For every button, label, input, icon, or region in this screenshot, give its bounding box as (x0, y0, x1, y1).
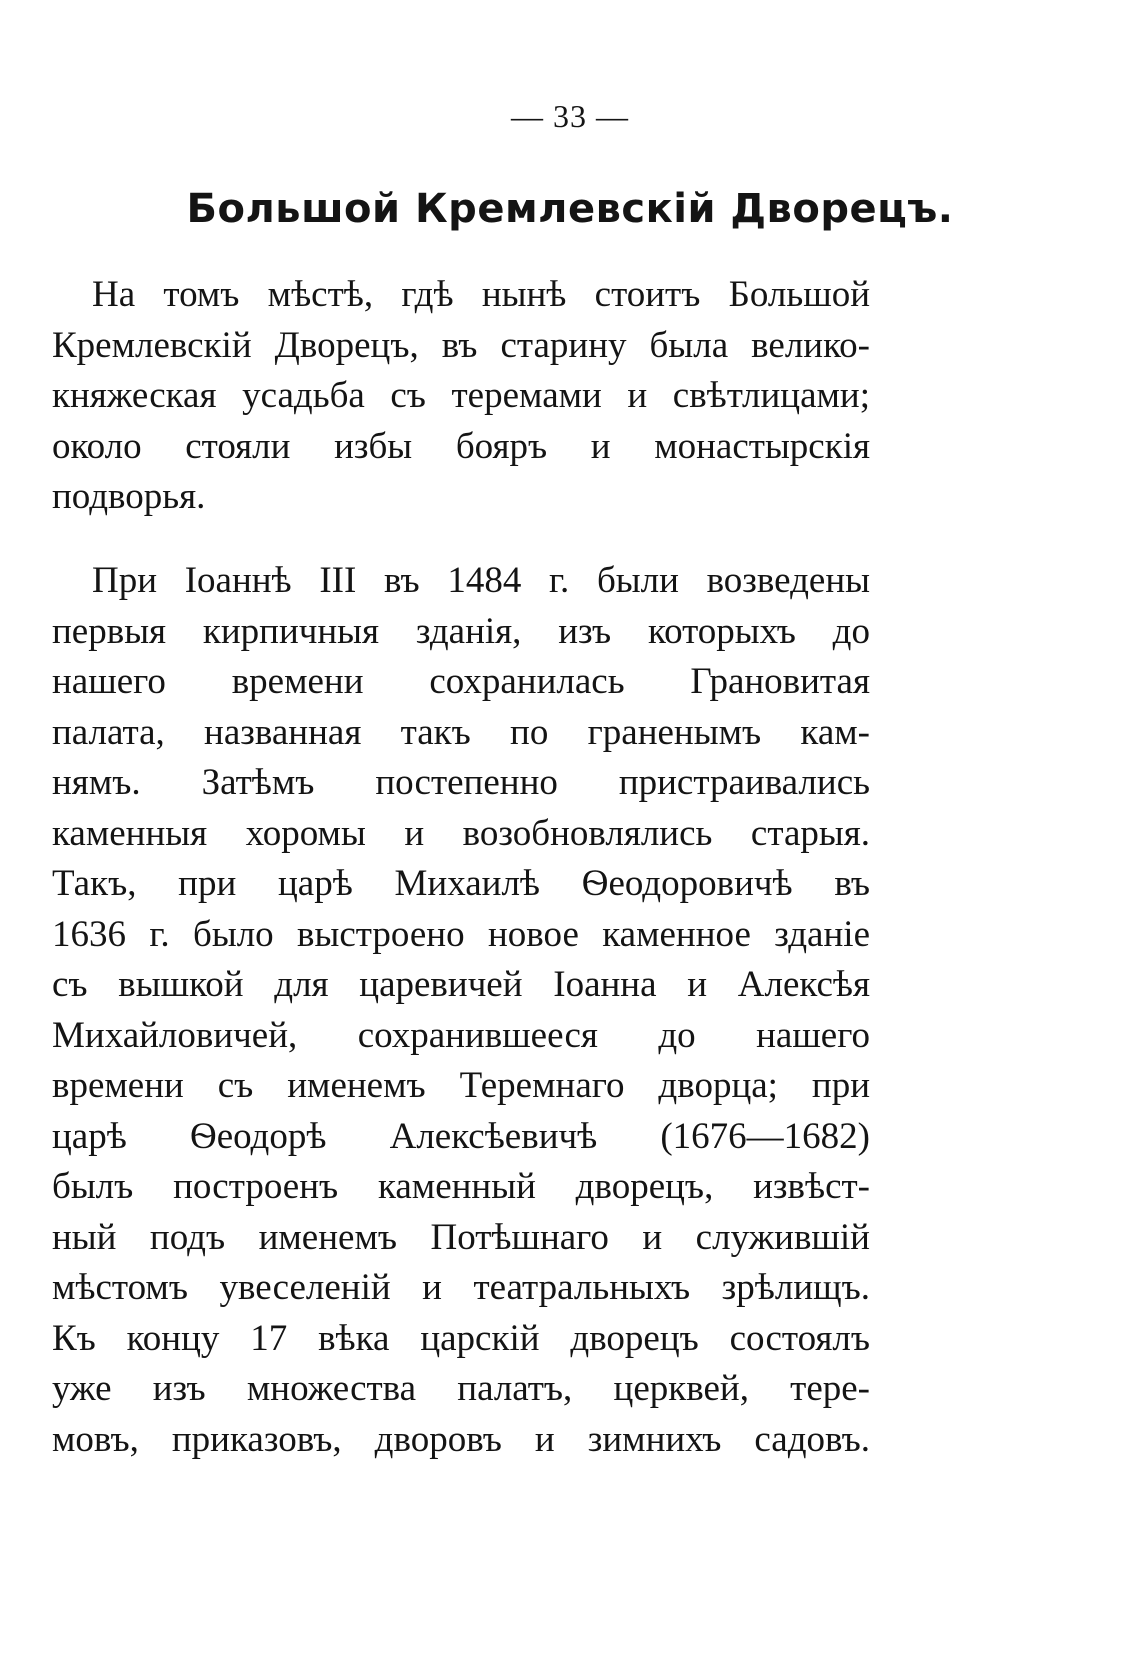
text-line: ный подъ именемъ Потѣшнаго и служившій (52, 1216, 870, 1258)
text-line: На томъ мѣстѣ, гдѣ нынѣ стоитъ Большой (92, 274, 870, 315)
text-line: палата, названная такъ по граненымъ кам- (52, 711, 870, 753)
text-line: времени съ именемъ Теремнаго дворца; при (52, 1065, 870, 1106)
text-line: первыя кирпичныя зданія, изъ которыхъ до (52, 610, 870, 652)
text-line: Кремлевскій Дворецъ, въ старину была велико- (52, 324, 870, 366)
text-line: съ вышкой для царевичей Іоанна и Алексѣя (52, 964, 870, 1005)
text-line: уже изъ множества палатъ, церквей, тере- (52, 1368, 870, 1409)
paragraph (52, 270, 870, 523)
text-line: подворья. (52, 476, 206, 517)
text-line: мовъ, приказовъ, дворовъ и зимнихъ садовъ. (52, 1418, 870, 1460)
text-line: нашего времени сохранилась Грановитая (52, 661, 870, 702)
text-line: При Іоаннѣ III въ 1484 г. были возведены (92, 560, 870, 601)
text-line: мѣстомъ увеселеній и театральныхъ зрѣлищъ. (52, 1267, 870, 1308)
text-line: 1636 г. было выстроено новое каменное зданіе (52, 913, 870, 955)
paragraph (52, 556, 870, 1465)
text-line: каменныя хоромы и возобновлялись старыя. (52, 812, 870, 854)
section-title: Большой Кремлевскій Дворецъ. (186, 186, 954, 232)
text-line: Михайловичей, сохранившееся до нашего (52, 1014, 870, 1056)
text-line: княжеская усадьба съ теремами и свѣтлицами; (52, 375, 870, 416)
page-number: — 33 — (511, 98, 629, 134)
text-line: около стояли избы бояръ и монастырскія (52, 425, 870, 467)
text-line: былъ построенъ каменный дворецъ, извѣст- (52, 1166, 870, 1207)
text-line: Такъ, при царѣ Михаилѣ Ѳеодоровичѣ въ (52, 863, 870, 904)
text-line: нямъ. Затѣмъ постепенно пристраивались (52, 762, 870, 803)
text-line: царѣ Ѳеодорѣ Алексѣевичѣ (1676—1682) (52, 1115, 870, 1157)
text-line: Къ концу 17 вѣка царскій дворецъ состоялъ (52, 1317, 870, 1359)
